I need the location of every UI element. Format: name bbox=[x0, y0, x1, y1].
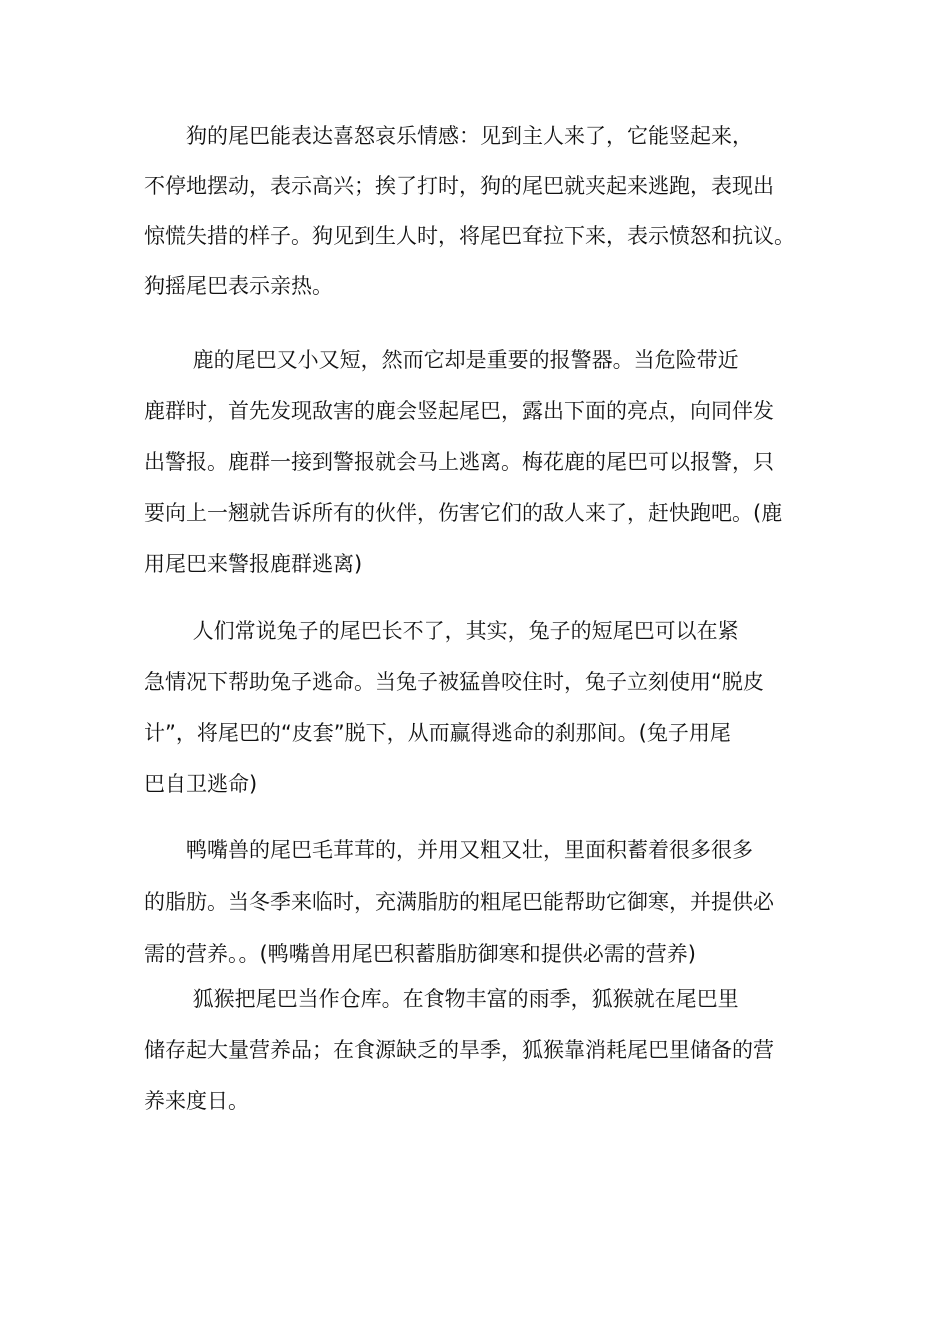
text-line: 养来度日。 bbox=[144, 1089, 249, 1113]
text-line: 鹿群时，首先发现敌害的鹿会竖起尾巴，露出下面的亮点，向同伴发 bbox=[144, 399, 774, 423]
text-line: 的脂肪。当冬季来临时，充满脂肪的粗尾巴能帮助它御寒，并提供必 bbox=[144, 890, 774, 914]
text-line: 巴自卫逃命) bbox=[144, 772, 258, 796]
text-line: 狗的尾巴能表达喜怒哀乐情感：见到主人来了，它能竖起来， bbox=[144, 124, 753, 148]
text-line: 鸭嘴兽的尾巴毛茸茸的，并用又粗又壮，里面积蓄着很多很多 bbox=[144, 838, 753, 862]
paragraph-lemur-tail bbox=[144, 985, 812, 1138]
text-line: 惊慌失措的样子。狗见到生人时，将尾巴耷拉下来，表示愤怒和抗议。 bbox=[144, 224, 795, 248]
text-line: 狐猴把尾巴当作仓库。在食物丰富的雨季，狐猴就在尾巴里 bbox=[144, 987, 739, 1011]
text-line: 要向上一翘就告诉所有的伙伴，伤害它们的敌人来了，赶快跑吧。(鹿 bbox=[144, 501, 783, 525]
text-line: 鹿的尾巴又小又短，然而它却是重要的报警器。当危险带近 bbox=[144, 348, 739, 372]
text-line: 用尾巴来警报鹿群逃离) bbox=[144, 552, 363, 576]
text-line: 计”，将尾巴的“皮套”脱下，从而赢得逃命的刹那间。(兔子用尾 bbox=[144, 721, 731, 745]
text-line: 出警报。鹿群一接到警报就会马上逃离。梅花鹿的尾巴可以报警，只 bbox=[144, 450, 774, 474]
paragraph-platypus-tail bbox=[144, 836, 812, 992]
text-line: 不停地摆动，表示高兴；挨了打时，狗的尾巴就夹起来逃跑，表现出 bbox=[144, 174, 774, 198]
text-line: 人们常说兔子的尾巴长不了，其实，兔子的短尾巴可以在紧 bbox=[144, 619, 739, 643]
paragraph-rabbit-tail bbox=[144, 617, 812, 821]
paragraph-dog-tail bbox=[144, 122, 812, 322]
text-line: 储存起大量营养品；在食源缺乏的旱季，狐猴靠消耗尾巴里储备的营 bbox=[144, 1038, 774, 1062]
text-line: 需的营养。。(鸭嘴兽用尾巴积蓄脂肪御寒和提供必需的营养) bbox=[144, 942, 696, 966]
paragraph-deer-tail bbox=[144, 346, 812, 601]
text-line: 狗摇尾巴表示亲热。 bbox=[144, 274, 333, 298]
text-line: 急情况下帮助兔子逃命。当兔子被猛兽咬住时，兔子立刻使用“脱皮 bbox=[144, 670, 764, 694]
